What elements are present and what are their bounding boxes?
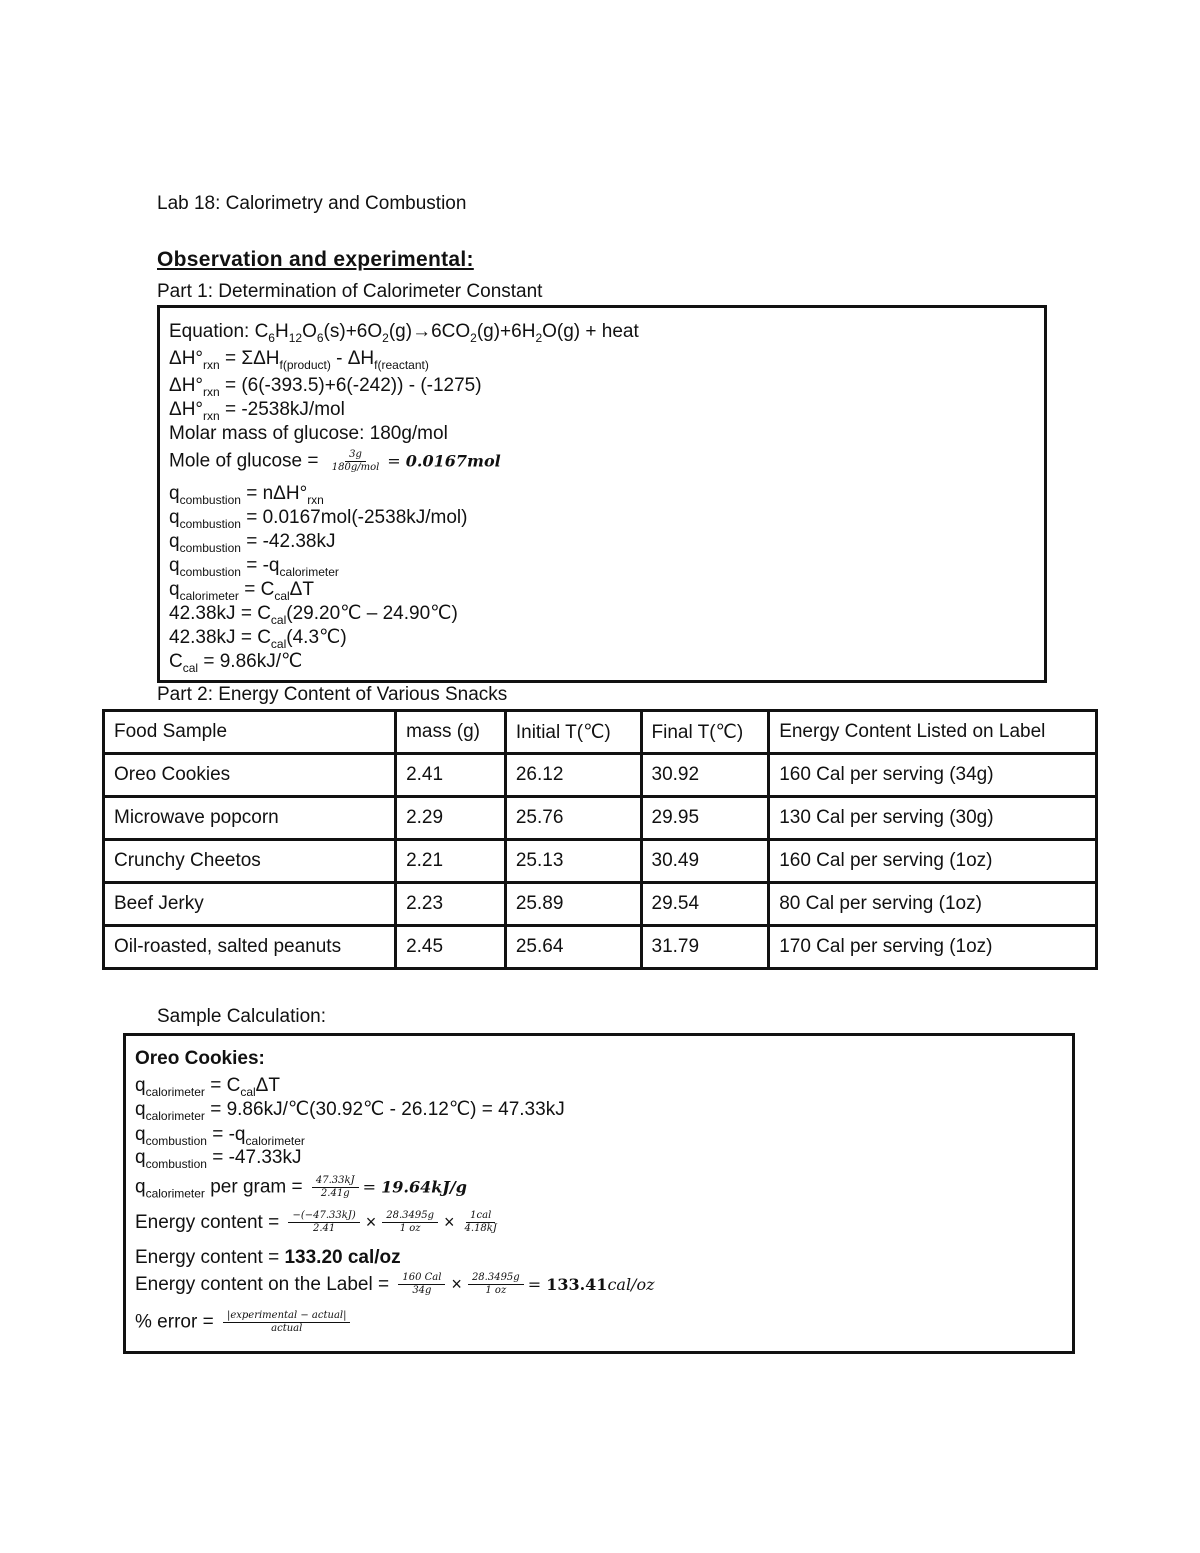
table-cell: 2.41 <box>396 754 506 797</box>
calorimeter-constant-box <box>157 305 1047 683</box>
mole-fraction: $\frac{3g}{\text{180g/mol}}$ <box>331 449 380 473</box>
sample-q-relation-line: $q_{combustion} = -q_{calorimeter}$ <box>135 1124 305 1148</box>
sample-title: Oreo Cookies: <box>135 1048 265 1069</box>
table-row <box>104 754 1097 797</box>
table-cell: 80 Cal per serving (1oz) <box>769 883 1097 926</box>
table-cell: 30.49 <box>641 840 769 883</box>
table-row <box>104 840 1097 883</box>
enthalpy-substitution-line: $\Delta H^\circ_{rxn} = (6(-393.5)+6(-242)) - (-1275)$ <box>169 375 482 399</box>
table-cell: 25.89 <box>505 883 641 926</box>
q-calorimeter-formula-line: $q_{calorimeter} = C_{cal}\Delta T$ <box>169 579 314 603</box>
enthalpy-result-line: $\Delta H^\circ_{rxn} = -2538kJ/mol$ <box>169 399 345 423</box>
table-cell: 2.23 <box>396 883 506 926</box>
table-cell: Crunchy Cheetos <box>104 840 396 883</box>
ccal-substitution-line: $42.38kJ = C_{cal}(29.20℃$ – 24.90℃) <box>169 603 458 627</box>
sample-energy-content-line: Energy content = $\frac{-(-47.33kJ)}{2.41}$ × $\frac{28.3495g}{1 oz}$ × $\frac{\text{1cal}}{4.18kJ}$ <box>135 1210 505 1235</box>
table-cell: 160 Cal per serving (1oz) <box>769 840 1097 883</box>
table-cell: Beef Jerky <box>104 883 396 926</box>
header-initial-temp: Initial T(℃) <box>505 711 641 754</box>
table-cell: 25.13 <box>505 840 641 883</box>
table-header-row <box>104 711 1097 754</box>
sample-energy-result-line: Energy content = 133.20 cal/oz <box>135 1247 401 1268</box>
q-combustion-result-line: $q_{combustion} = -42.38kJ$ <box>169 531 336 555</box>
sample-calculation-box <box>123 1033 1075 1354</box>
header-food-sample: Food Sample <box>104 711 396 754</box>
part2-label: Part 2: Energy Content of Various Snacks <box>157 684 508 705</box>
table-cell: 2.29 <box>396 797 506 840</box>
table-row <box>104 797 1097 840</box>
ccal-simplified-line: $42.38kJ = C_{cal}(4.3℃)$ <box>169 627 347 651</box>
table-cell: 30.92 <box>641 754 769 797</box>
ccal-result-line: $C_{cal}$ = 9.86kJ/℃ <box>169 651 303 675</box>
table-cell: 160 Cal per serving (34g) <box>769 754 1097 797</box>
table-cell: 130 Cal per serving (30g) <box>769 797 1097 840</box>
q-combustion-substitution-line: $q_{combustion} = 0.0167mol(-2538kJ/mol)$ <box>169 507 468 531</box>
label-fraction-2: $\frac{28.3495g}{1 oz}$ <box>468 1272 524 1297</box>
sample-qcomb-result-line: $q_{combustion} = -47.33kJ$ <box>135 1147 302 1171</box>
document-title: Lab 18: Calorimetry and Combustion <box>157 193 467 214</box>
table-row <box>104 926 1097 969</box>
table-cell: Oil-roasted, salted peanuts <box>104 926 396 969</box>
mole-glucose-line: Mole of glucose = $\frac{3g}{\text{180g/mol}}$ = 0.0167mol <box>169 449 501 473</box>
energy-fraction-3: $\frac{\text{1cal}}{4.18kJ}$ <box>464 1210 497 1235</box>
enthalpy-formula-line: $\Delta H^\circ_{rxn} = \Sigma\Delta H_{f(product)} - \Delta H_{f(reactant)}$ <box>169 348 429 372</box>
table-cell: 29.54 <box>641 883 769 926</box>
table-cell: Oreo Cookies <box>104 754 396 797</box>
equation-line: Equation: $C_6H_{12}O_6(s)+6O_2(g)\to 6CO_2(g)+6H_2O(g)$ + heat <box>169 321 639 345</box>
sample-calculation-label: Sample Calculation: <box>157 1006 326 1027</box>
sample-per-gram-line: $q_{calorimeter}$ per gram = $\frac{47.33kJ}{2.41g}$ = 19.64kJ/g <box>135 1175 467 1201</box>
header-energy-label: Energy Content Listed on Label <box>769 711 1097 754</box>
table-cell: 2.21 <box>396 840 506 883</box>
q-relation-line: $q_{combustion} = -q_{calorimeter}$ <box>169 555 339 579</box>
label-fraction-1: $\frac{\text{160 Cal}}{34g}$ <box>398 1272 445 1297</box>
table-cell: Microwave popcorn <box>104 797 396 840</box>
header-final-temp: Final T(℃) <box>641 711 769 754</box>
section-heading: Observation and experimental: <box>157 248 474 271</box>
header-mass: mass (g) <box>396 711 506 754</box>
snack-data-table <box>102 709 1098 970</box>
energy-fraction-2: $\frac{28.3495g}{1 oz}$ <box>382 1210 438 1235</box>
table-cell: 29.95 <box>641 797 769 840</box>
table-cell: 31.79 <box>641 926 769 969</box>
table-cell: 25.64 <box>505 926 641 969</box>
table-cell: 2.45 <box>396 926 506 969</box>
sample-qcal-formula-line: $q_{calorimeter} = C_{cal}\Delta T$ <box>135 1075 280 1099</box>
table-cell: 26.12 <box>505 754 641 797</box>
percent-error-fraction: $\frac{\text{|experimental − actual|}}{\text{actual}}$ <box>223 1310 351 1335</box>
sample-qcal-substitution-line: $q_{calorimeter}$ = 9.86kJ/℃(30.92℃ - 26.12℃) = 47.33kJ <box>135 1099 565 1123</box>
table-row <box>104 883 1097 926</box>
per-gram-fraction: $\frac{47.33kJ}{2.41g}$ <box>312 1175 359 1200</box>
energy-fraction-1: $\frac{-(-47.33kJ)}{2.41}$ <box>288 1210 359 1235</box>
table-cell: 25.76 <box>505 797 641 840</box>
sample-label-energy-line: Energy content on the Label = $\frac{\text{160 Cal}}{34g}$ × $\frac{28.3495g}{1 oz}$ = 133.41cal/oz <box>135 1272 655 1297</box>
molar-mass-line: Molar mass of glucose: 180g/mol <box>169 423 448 444</box>
part1-label: Part 1: Determination of Calorimeter Constant <box>157 281 543 302</box>
table-cell: 170 Cal per serving (1oz) <box>769 926 1097 969</box>
sample-percent-error-line: % error = $\frac{\text{|experimental − actual|}}{\text{actual}}$ <box>135 1310 354 1335</box>
q-combustion-formula-line: $q_{combustion} = n\Delta H^\circ_{rxn}$ <box>169 483 324 507</box>
